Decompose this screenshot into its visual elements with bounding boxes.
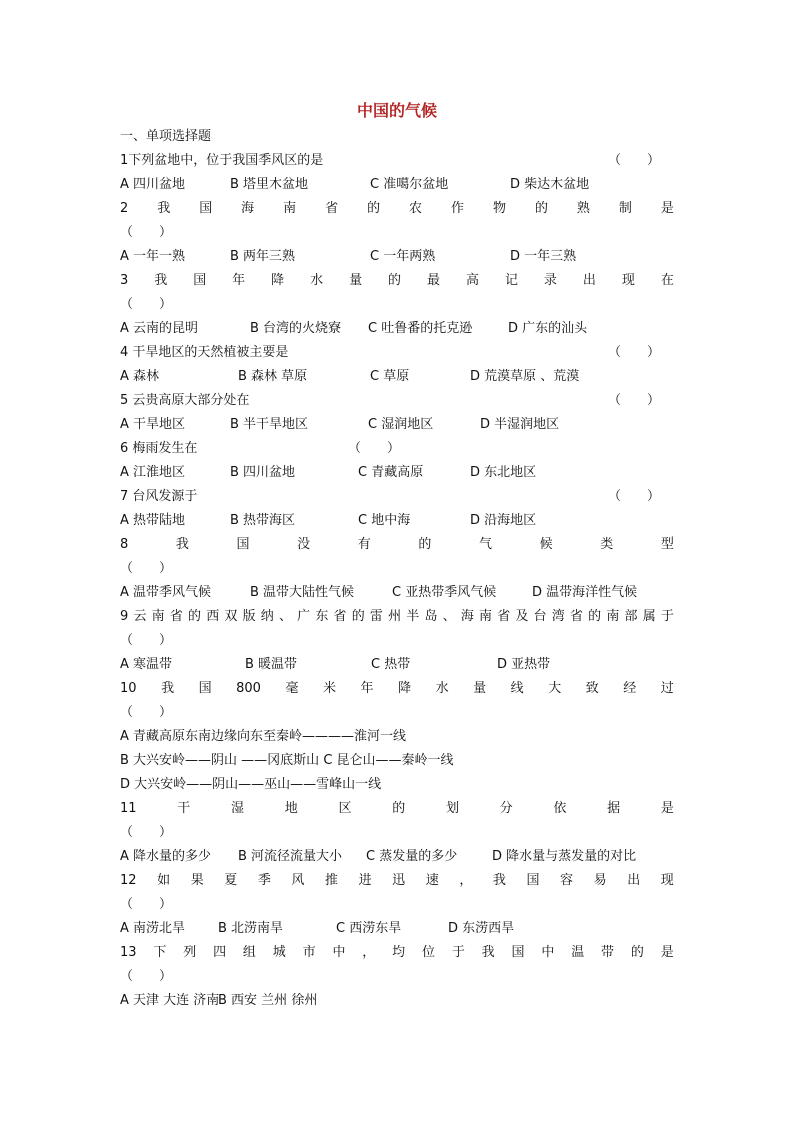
stem-char: 量 bbox=[349, 273, 363, 288]
option-a[interactable]: A 一年一熟 bbox=[120, 249, 186, 264]
stem-char: 制 bbox=[618, 201, 632, 216]
question-stem bbox=[120, 197, 674, 221]
question-list bbox=[120, 125, 674, 1013]
option-b[interactable]: B 四川盆地 bbox=[230, 465, 296, 480]
stem-char: 风 bbox=[291, 873, 305, 888]
stem-char: 中 bbox=[332, 945, 346, 960]
stem-char: 容 bbox=[560, 873, 574, 888]
stem-char: 的 bbox=[534, 201, 548, 216]
stem-char: 南 bbox=[479, 609, 493, 624]
option-row bbox=[120, 653, 674, 677]
stem-char: 省 bbox=[169, 609, 183, 624]
option-a[interactable]: A 干旱地区 bbox=[120, 417, 186, 432]
stem-char: 年 bbox=[232, 273, 246, 288]
stem-char: 国 bbox=[198, 681, 212, 696]
option-a[interactable]: A 南涝北旱 bbox=[120, 921, 186, 936]
question-stem bbox=[120, 869, 674, 893]
stem-char: 10 bbox=[120, 681, 137, 696]
stem-char: 录 bbox=[543, 273, 557, 288]
stem-char: 东 bbox=[315, 609, 329, 624]
stem-char: 现 bbox=[660, 873, 674, 888]
question-stem bbox=[120, 941, 674, 965]
question-stem bbox=[120, 533, 674, 557]
stem-char: 2 bbox=[120, 201, 129, 216]
question-stem bbox=[120, 437, 674, 461]
answer-bracket: （ ） bbox=[120, 297, 173, 312]
option-row bbox=[120, 989, 674, 1013]
option-c[interactable]: C 吐鲁番的托克逊 bbox=[368, 321, 473, 336]
stem-char: 省 bbox=[325, 201, 339, 216]
option-row bbox=[120, 245, 674, 269]
answer-bracket: （ ） bbox=[607, 153, 660, 168]
stem-char: 候 bbox=[539, 537, 553, 552]
stem-char: 进 bbox=[358, 873, 372, 888]
option-line[interactable]: A 青藏高原东南边缘向东至秦岭————淮河一线 bbox=[120, 729, 407, 744]
stem-char: 划 bbox=[445, 801, 459, 816]
option-row bbox=[120, 509, 674, 533]
stem-char: 、 bbox=[442, 609, 456, 624]
stem-char: 我 bbox=[175, 537, 189, 552]
option-row bbox=[120, 581, 674, 605]
option-d[interactable]: D 亚热带 bbox=[497, 657, 551, 672]
stem-char: 国 bbox=[511, 945, 525, 960]
stem-char: 干 bbox=[177, 801, 191, 816]
answer-bracket: （ ） bbox=[348, 441, 401, 456]
stem-char: 气 bbox=[479, 537, 493, 552]
stem-char: 现 bbox=[621, 273, 635, 288]
stem-char: 城 bbox=[272, 945, 286, 960]
question-stem bbox=[120, 149, 674, 173]
stem-char: 水 bbox=[310, 273, 324, 288]
stem-char: 广 bbox=[297, 609, 311, 624]
option-a[interactable]: A 降水量的多少 bbox=[120, 849, 212, 864]
stem-char: 水 bbox=[435, 681, 449, 696]
stem-char: 我 bbox=[161, 681, 175, 696]
stem-char: 出 bbox=[582, 273, 596, 288]
stem-char: 地 bbox=[284, 801, 298, 816]
option-c[interactable]: C 热带 bbox=[371, 657, 411, 672]
answer-bracket: （ ） bbox=[120, 633, 173, 648]
stem-char: 双 bbox=[224, 609, 238, 624]
stem-char: 依 bbox=[553, 801, 567, 816]
stem-char: 海 bbox=[241, 201, 255, 216]
option-d[interactable]: D 柴达木盆地 bbox=[510, 177, 590, 192]
stem-char: 岛 bbox=[424, 609, 438, 624]
stem-char: 版 bbox=[242, 609, 256, 624]
stem-char: 没 bbox=[297, 537, 311, 552]
stem-char: 于 bbox=[660, 609, 674, 624]
stem-char: 果 bbox=[190, 873, 204, 888]
option-d[interactable]: D 广东的汕头 bbox=[508, 321, 588, 336]
stem-char: 下 bbox=[153, 945, 167, 960]
option-b[interactable]: B 北涝南旱 bbox=[218, 921, 284, 936]
stem-char: 毫 bbox=[285, 681, 299, 696]
stem-char: 夏 bbox=[224, 873, 238, 888]
stem-char: 降 bbox=[398, 681, 412, 696]
option-row bbox=[120, 365, 674, 389]
stem-char: 列 bbox=[183, 945, 197, 960]
question-stem bbox=[120, 389, 674, 413]
stem-char: 组 bbox=[242, 945, 256, 960]
stem-char: 的 bbox=[388, 273, 402, 288]
option-d[interactable]: D 东北地区 bbox=[470, 465, 537, 480]
stem-char: 海 bbox=[460, 609, 474, 624]
stem-char: 9 bbox=[120, 609, 129, 624]
stem-char: 农 bbox=[409, 201, 423, 216]
stem-char: 纳 bbox=[260, 609, 274, 624]
option-b[interactable]: B 暖温带 bbox=[245, 657, 298, 672]
stem-char: 11 bbox=[120, 801, 137, 816]
stem-char: 分 bbox=[499, 801, 513, 816]
stem-char: 的 bbox=[351, 609, 365, 624]
stem-char: 作 bbox=[451, 201, 465, 216]
stem-char: 温 bbox=[571, 945, 585, 960]
stem-char: 出 bbox=[627, 873, 641, 888]
stem-char: 是 bbox=[660, 801, 674, 816]
question-text: 5 云贵高原大部分处在 bbox=[120, 393, 250, 408]
stem-char: 南 bbox=[151, 609, 165, 624]
stem-char: 过 bbox=[660, 681, 674, 696]
option-row bbox=[120, 317, 674, 341]
stem-char: 南 bbox=[606, 609, 620, 624]
stem-char: 易 bbox=[593, 873, 607, 888]
stem-char: 的 bbox=[188, 609, 202, 624]
option-a[interactable]: A 江淮地区 bbox=[120, 465, 186, 480]
option-b[interactable]: B 热带海区 bbox=[230, 513, 296, 528]
option-b[interactable]: B 台湾的火烧寮 bbox=[250, 321, 342, 336]
question-text: 7 台风发源于 bbox=[120, 489, 198, 504]
stem-char: 属 bbox=[642, 609, 656, 624]
stem-char: 州 bbox=[388, 609, 402, 624]
question-stem bbox=[120, 605, 674, 629]
stem-char: 均 bbox=[392, 945, 406, 960]
option-c[interactable]: C 西涝东旱 bbox=[336, 921, 402, 936]
answer-bracket: （ ） bbox=[120, 825, 173, 840]
option-d[interactable]: D 沿海地区 bbox=[470, 513, 537, 528]
option-d[interactable]: D 降水量与蒸发量的对比 bbox=[492, 849, 637, 864]
option-c[interactable]: C 草原 bbox=[370, 369, 410, 384]
option-b[interactable]: B 两年三熟 bbox=[230, 249, 296, 264]
stem-char: 我 bbox=[481, 945, 495, 960]
stem-char: 的 bbox=[418, 537, 432, 552]
option-row bbox=[120, 461, 674, 485]
option-a[interactable]: A 云南的昆明 bbox=[120, 321, 199, 336]
question-stem bbox=[120, 269, 674, 293]
stem-char: 省 bbox=[497, 609, 511, 624]
question-stem bbox=[120, 485, 674, 509]
stem-char: 部 bbox=[624, 609, 638, 624]
option-c[interactable]: C 青藏高原 bbox=[358, 465, 424, 480]
answer-bracket: （ ） bbox=[120, 561, 173, 576]
option-b[interactable]: B 半干旱地区 bbox=[230, 417, 309, 432]
stem-char: 四 bbox=[213, 945, 227, 960]
stem-char: 熟 bbox=[576, 201, 590, 216]
stem-char: 季 bbox=[257, 873, 271, 888]
option-a[interactable]: A 寒温带 bbox=[120, 657, 173, 672]
option-d[interactable]: D 东涝西旱 bbox=[448, 921, 515, 936]
option-row bbox=[120, 413, 674, 437]
answer-bracket: （ ） bbox=[607, 345, 660, 360]
option-d[interactable]: D 荒漠草原 、荒漠 bbox=[470, 369, 580, 384]
option-b[interactable]: B 河流径流量大小 bbox=[238, 849, 343, 864]
stem-char: 带 bbox=[601, 945, 615, 960]
option-a[interactable]: A 温带季风气候 bbox=[120, 585, 212, 600]
stem-char: 我 bbox=[157, 201, 171, 216]
stem-char: 湾 bbox=[551, 609, 565, 624]
question-text: 1下列盆地中，位于我国季风区的是 bbox=[120, 153, 324, 168]
option-d[interactable]: D 温带海洋性气候 bbox=[532, 585, 638, 600]
question-text: 4 干旱地区的天然植被主要是 bbox=[120, 345, 289, 360]
option-d[interactable]: D 一年三熟 bbox=[510, 249, 577, 264]
stem-char: 线 bbox=[510, 681, 524, 696]
stem-char: 年 bbox=[360, 681, 374, 696]
stem-char: 位 bbox=[421, 945, 435, 960]
stem-char: 我 bbox=[154, 273, 168, 288]
stem-char: 国 bbox=[199, 201, 213, 216]
option-c[interactable]: C 准噶尔盆地 bbox=[370, 177, 449, 192]
stem-char: 记 bbox=[504, 273, 518, 288]
stem-char: 的 bbox=[630, 945, 644, 960]
stem-char: 中 bbox=[541, 945, 555, 960]
stem-char: 经 bbox=[623, 681, 637, 696]
stem-char: 12 bbox=[120, 873, 137, 888]
stem-char: 3 bbox=[120, 273, 129, 288]
answer-bracket: （ ） bbox=[120, 705, 173, 720]
option-c[interactable]: C 蒸发量的多少 bbox=[366, 849, 458, 864]
stem-char: 量 bbox=[473, 681, 487, 696]
option-a[interactable]: A 森林 bbox=[120, 369, 160, 384]
stem-char: 据 bbox=[607, 801, 621, 816]
stem-char: 有 bbox=[357, 537, 371, 552]
stem-char: 如 bbox=[157, 873, 171, 888]
stem-char: 半 bbox=[406, 609, 420, 624]
stem-char: 推 bbox=[325, 873, 339, 888]
option-b[interactable]: B 森林 草原 bbox=[238, 369, 308, 384]
stem-char: 类 bbox=[600, 537, 614, 552]
stem-char: 南 bbox=[283, 201, 297, 216]
section-heading: 一、单项选择题 bbox=[120, 129, 212, 144]
stem-char: ， bbox=[459, 873, 473, 888]
option-a[interactable]: A 天津 大连 济南 bbox=[120, 993, 220, 1008]
stem-char: 物 bbox=[492, 201, 506, 216]
stem-char: 速 bbox=[425, 873, 439, 888]
stem-char: 降 bbox=[271, 273, 285, 288]
stem-char: 市 bbox=[302, 945, 316, 960]
stem-char: 型 bbox=[660, 537, 674, 552]
option-b[interactable]: B 西安 兰州 徐州 bbox=[218, 993, 318, 1008]
option-c[interactable]: C 地中海 bbox=[358, 513, 411, 528]
stem-char: 我 bbox=[492, 873, 506, 888]
stem-char: 国 bbox=[526, 873, 540, 888]
question-stem bbox=[120, 341, 674, 365]
answer-bracket: （ ） bbox=[120, 225, 173, 240]
question-text: 6 梅雨发生在 bbox=[120, 441, 198, 456]
option-b[interactable]: B 塔里木盆地 bbox=[230, 177, 309, 192]
option-c[interactable]: C 亚热带季风气候 bbox=[392, 585, 497, 600]
stem-char: 的 bbox=[588, 609, 602, 624]
answer-bracket: （ ） bbox=[120, 897, 173, 912]
stem-char: 云 bbox=[133, 609, 147, 624]
stem-char: 的 bbox=[367, 201, 381, 216]
option-line[interactable]: D 大兴安岭——阴山——巫山——雪峰山一线 bbox=[120, 777, 382, 792]
stem-char: 湿 bbox=[231, 801, 245, 816]
stem-char: 800 bbox=[236, 681, 261, 696]
option-c[interactable]: C 一年两熟 bbox=[370, 249, 436, 264]
answer-bracket: （ ） bbox=[607, 489, 660, 504]
stem-char: 致 bbox=[585, 681, 599, 696]
option-d[interactable]: D 半湿润地区 bbox=[480, 417, 560, 432]
stem-char: 高 bbox=[465, 273, 479, 288]
option-b[interactable]: B 温带大陆性气候 bbox=[250, 585, 355, 600]
answer-bracket: （ ） bbox=[120, 969, 173, 984]
stem-char: 迅 bbox=[392, 873, 406, 888]
stem-char: 最 bbox=[427, 273, 441, 288]
answer-bracket: （ ） bbox=[607, 393, 660, 408]
option-row bbox=[120, 917, 674, 941]
question-stem bbox=[120, 677, 674, 701]
stem-char: 省 bbox=[333, 609, 347, 624]
option-c[interactable]: C 湿润地区 bbox=[368, 417, 434, 432]
page-title: 中国的气候 bbox=[356, 101, 437, 120]
stem-char: 的 bbox=[392, 801, 406, 816]
option-line[interactable]: B 大兴安岭——阴山 ——冈底斯山 C 昆仑山——秦岭一线 bbox=[120, 753, 454, 768]
stem-char: 国 bbox=[193, 273, 207, 288]
stem-char: 及 bbox=[515, 609, 529, 624]
option-a[interactable]: A 热带陆地 bbox=[120, 513, 186, 528]
stem-char: 区 bbox=[338, 801, 352, 816]
stem-char: 13 bbox=[120, 945, 137, 960]
stem-char: 、 bbox=[278, 609, 292, 624]
stem-char: 省 bbox=[569, 609, 583, 624]
stem-char: 台 bbox=[533, 609, 547, 624]
stem-char: 于 bbox=[451, 945, 465, 960]
stem-char: ， bbox=[362, 945, 376, 960]
option-row bbox=[120, 173, 674, 197]
stem-char: 米 bbox=[323, 681, 337, 696]
stem-char: 是 bbox=[660, 201, 674, 216]
stem-char: 国 bbox=[236, 537, 250, 552]
option-row bbox=[120, 845, 674, 869]
question-stem bbox=[120, 797, 674, 821]
stem-char: 大 bbox=[548, 681, 562, 696]
stem-char: 在 bbox=[660, 273, 674, 288]
stem-char: 是 bbox=[660, 945, 674, 960]
option-a[interactable]: A 四川盆地 bbox=[120, 177, 186, 192]
stem-char: 8 bbox=[120, 537, 129, 552]
stem-char: 雷 bbox=[369, 609, 383, 624]
stem-char: 西 bbox=[206, 609, 220, 624]
